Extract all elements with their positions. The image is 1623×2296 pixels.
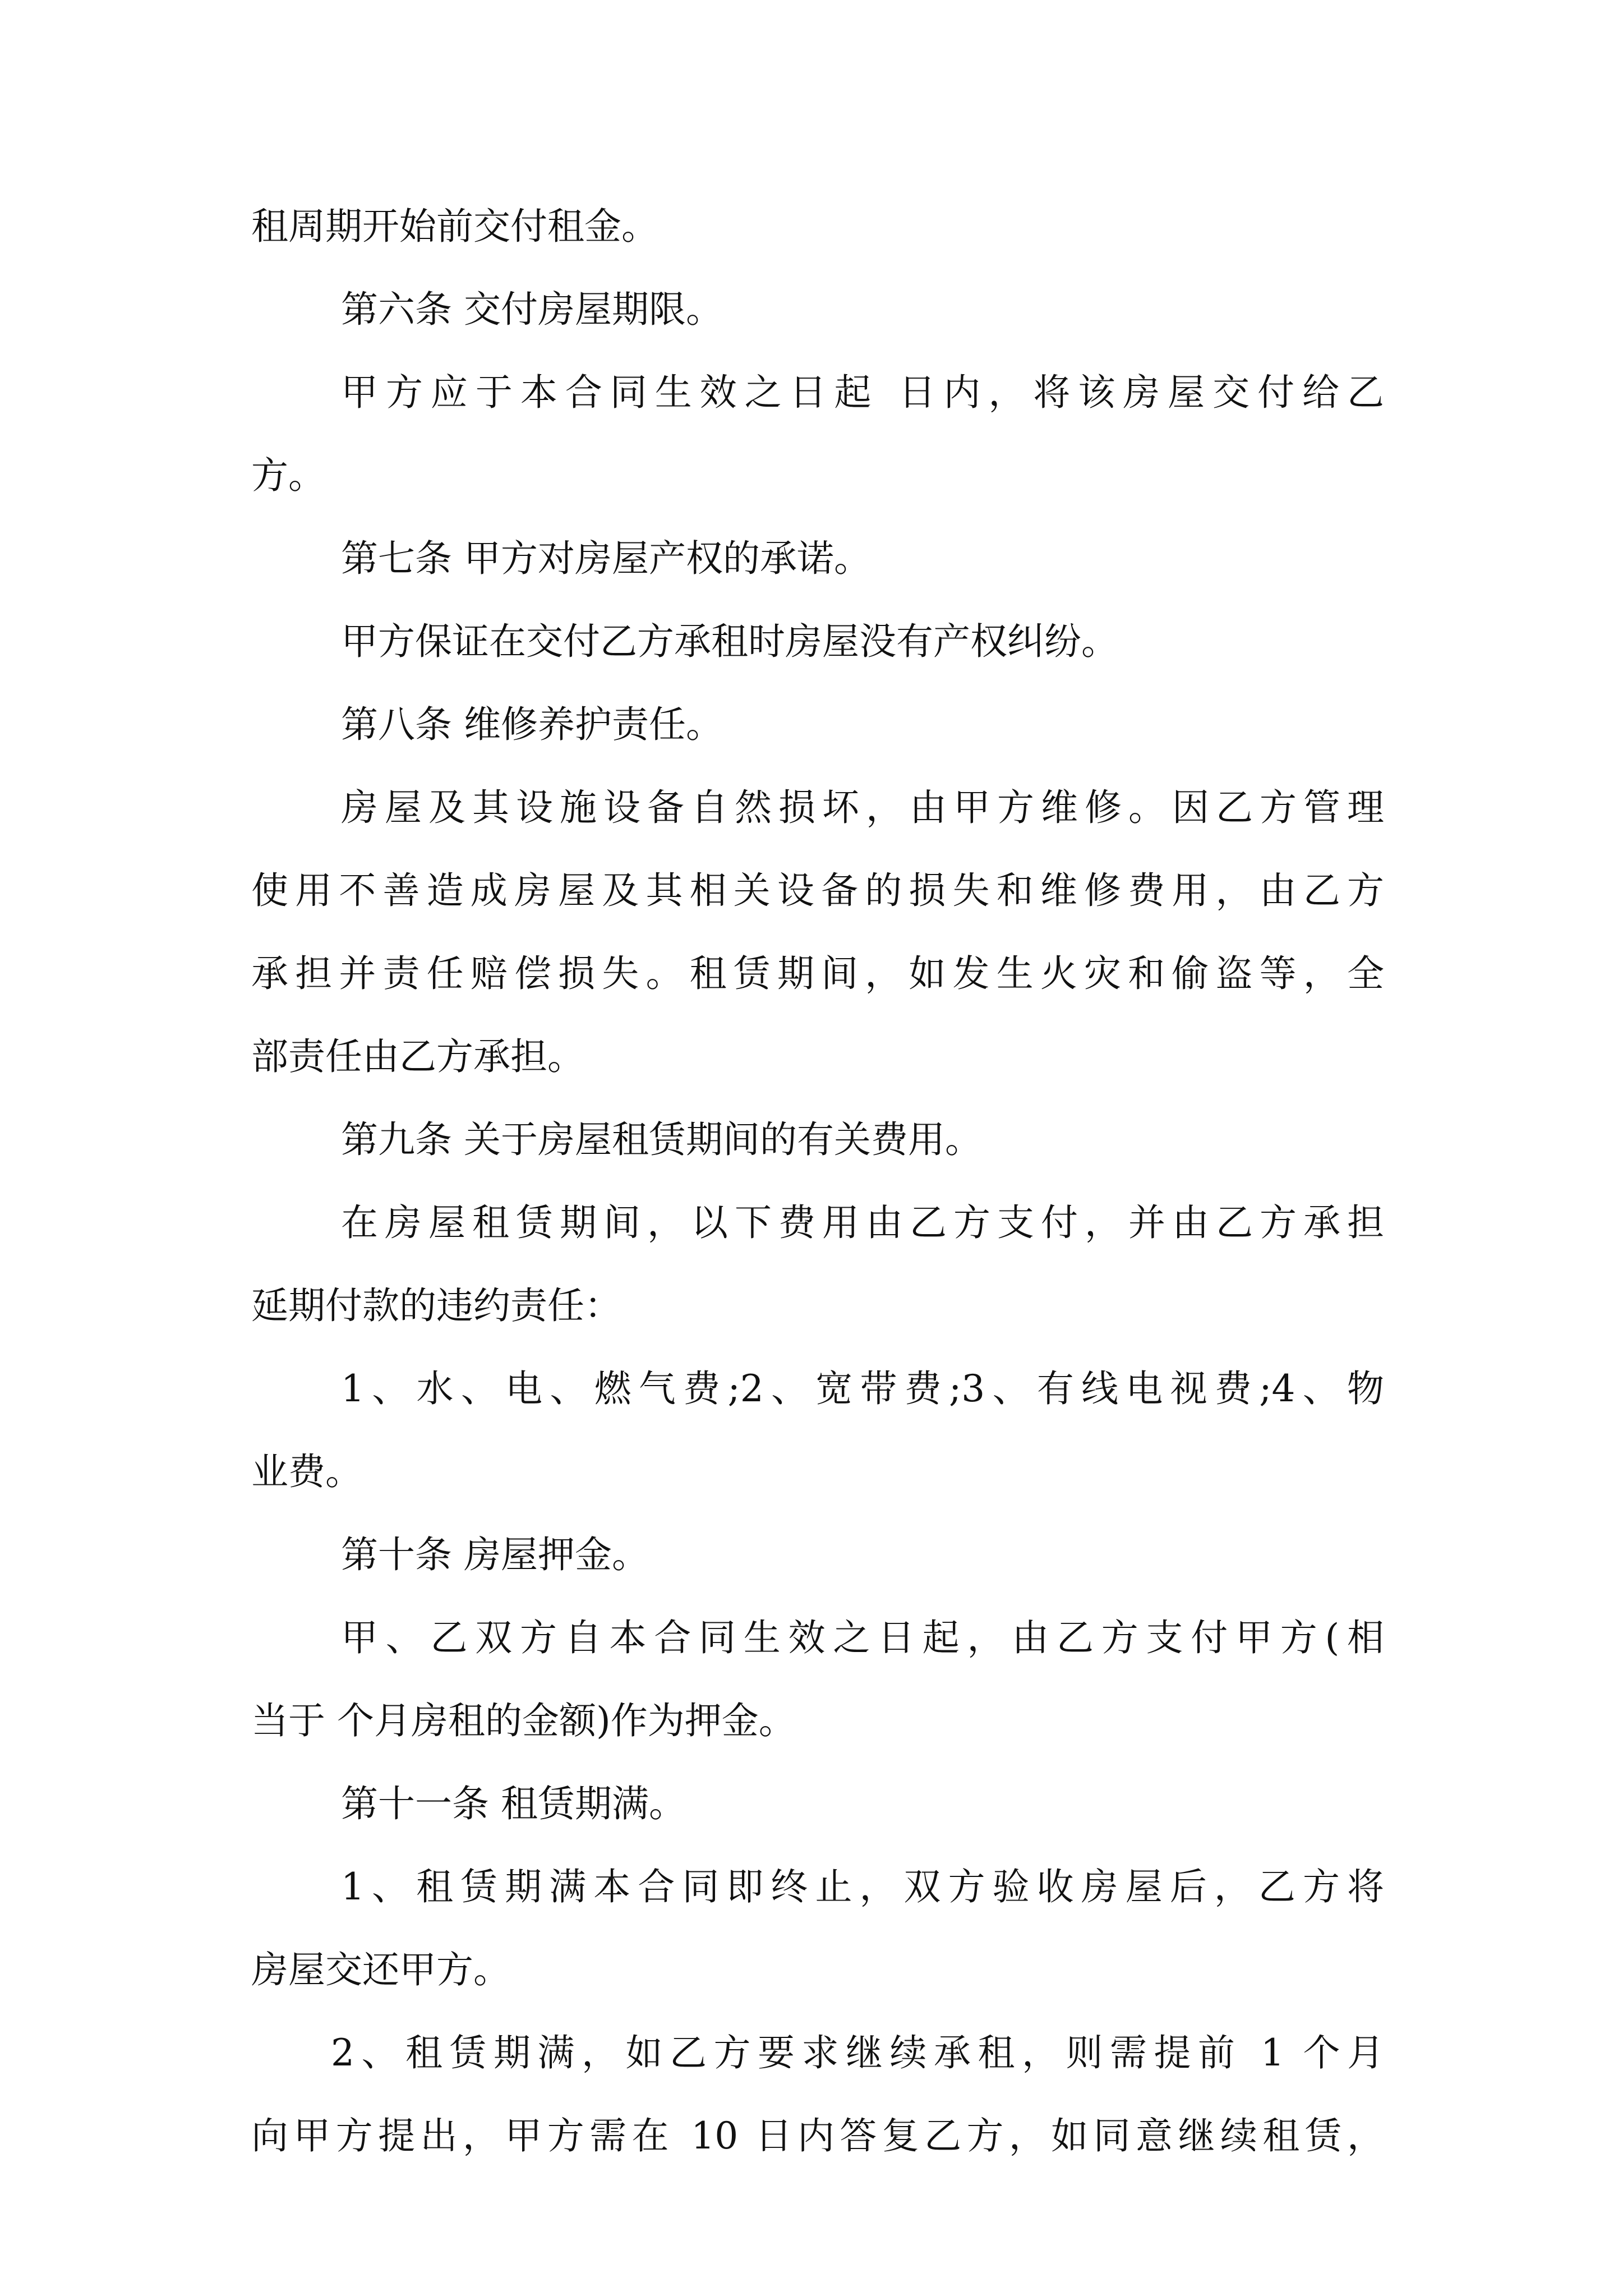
text-line: 房屋及其设施设备自然损坏，由甲方维修。因乙方管理	[341, 786, 1384, 829]
text-line: 甲、乙双方自本合同生效之日起，由乙方支付甲方(相	[341, 1616, 1384, 1659]
article-7-heading: 第七条 甲方对房屋产权的承诺。	[341, 537, 871, 580]
text-line: 使用不善造成房屋及其相关设备的损失和维修费用，由乙方	[251, 869, 1384, 912]
text-line: 甲方保证在交付乙方承租时房屋没有产权纠纷。	[341, 620, 1118, 663]
text-line: 在房屋租赁期间，以下费用由乙方支付，并由乙方承担	[341, 1201, 1384, 1244]
article-6-heading: 第六条 交付房屋期限。	[341, 288, 723, 331]
text-line: 方。	[251, 454, 325, 497]
article-8-heading: 第八条 维修养护责任。	[341, 703, 723, 746]
text-line: 甲方应于本合同生效之日起 日内，将该房屋交付给乙	[341, 371, 1384, 414]
text-line: 业费。	[251, 1450, 362, 1493]
text-line: 延期付款的违约责任：	[251, 1284, 621, 1327]
text-line: 租周期开始前交付租金。	[251, 205, 658, 248]
text-line: 2、租赁期满，如乙方要求继续承租，则需提前 1 个月	[331, 2031, 1384, 2074]
text-line: 向甲方提出，甲方需在 10 日内答复乙方，如同意继续租赁，	[251, 2114, 1384, 2157]
text-line: 1、租赁期满本合同即终止，双方验收房屋后，乙方将	[341, 1865, 1384, 1908]
text-line: 当于 个月房租的金额)作为押金。	[251, 1699, 796, 1742]
text-line: 承担并责任赔偿损失。租赁期间，如发生火灾和偷盗等，全	[251, 952, 1384, 995]
text-line: 1、水、电、燃气费;2、宽带费;3、有线电视费;4、物	[341, 1367, 1384, 1410]
article-9-heading: 第九条 关于房屋租赁期间的有关费用。	[341, 1118, 982, 1161]
article-11-heading: 第十一条 租赁期满。	[341, 1782, 686, 1825]
text-line: 部责任由乙方承担。	[251, 1035, 584, 1078]
text-line: 房屋交还甲方。	[251, 1948, 510, 1991]
article-10-heading: 第十条 房屋押金。	[341, 1533, 649, 1576]
document-body	[251, 185, 1384, 2178]
